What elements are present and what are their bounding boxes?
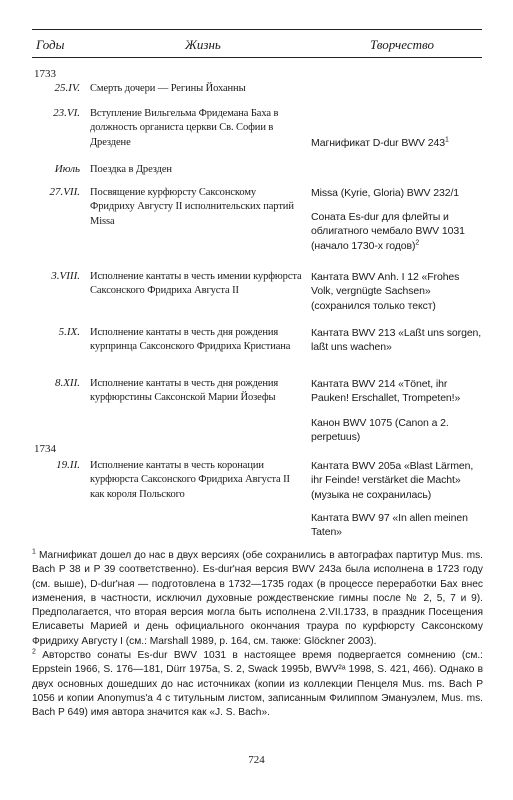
entry-date: 27.VII.: [49, 186, 80, 198]
entry-life: Исполнение кантаты в честь дня рождения курпринца Саксонского Фридриха Кристиана: [90, 327, 291, 353]
header-life: Жизнь: [185, 37, 221, 52]
entry-work: Кантата BWV 214 «Tönet, ihr Pauken! Erschallet, Trompeten!»: [311, 378, 461, 405]
entry-date: 23.VI.: [53, 107, 80, 119]
entry-life: Вступление Вильгельма Фридемана Баха в должность органиста церкви Св. Софии в Дрездене: [90, 108, 279, 148]
entry-work: Кантата BWV Anh. I 12 «Frohes Volk, vergnügte Sachsen» (сохранился только текст): [311, 271, 460, 312]
year-label: 1733: [34, 68, 56, 80]
entry-date: 5.IX.: [58, 326, 80, 338]
table-header: [32, 29, 482, 59]
entry-work: Магнификат D-dur BWV $243^1$: [311, 136, 449, 149]
footnote: $^2$ Авторство сонаты Es-dur BWV 1031 в настоящее время подвергается сомнению (см.: Eppstein 1966, S. 176—181, Dürr 1975a, S. 2, Swack 1995b, BWV²ᵃ 1998, S. 421, 466). Однако в двух основных дошедших до нас источниках (копии из коллекции Пенцеля Mus. ms. Bach P 1056 и копии Anonymus'a 4 с титульным листом, записанным Филиппом Эмануэлем, Mus. ms. Bach P 649) имя автора значится как «J. S. Bach».: [32, 648, 483, 719]
entry-date: 25.IV.: [54, 82, 80, 94]
header-works: Творчество: [370, 37, 434, 52]
entry-date: Июль: [54, 163, 80, 175]
entry-life: Смерть дочери — Регины Йоханны: [90, 83, 246, 94]
entry-work: Missa (Kyrie, Gloria) BWV 232/1: [311, 187, 460, 199]
header-bottom-rule: [32, 57, 482, 58]
entry-work: Кантата BWV 97 «In allen meinen Taten»: [311, 512, 468, 539]
header-top-rule: [32, 29, 482, 30]
entry-date: 19.II.: [56, 459, 80, 471]
entry-work: Соната Es-dur для флейты и облигатного чембало BWV 1031 (начало 1730-х годов)$^2$: [311, 211, 465, 252]
entry-life: Исполнение кантаты в честь дня рождения курфюрстины Саксонской Марии Йозефы: [90, 378, 279, 404]
footnotes: [32, 549, 483, 721]
entry-work: Канон BWV 1075 (Canon a 2. perpetuus): [311, 417, 449, 444]
entry-life: Исполнение кантаты в честь коронации курфюрста Саксонского Фридриха Августа II как короля Польского: [90, 460, 290, 500]
entry-date: 8.XII.: [54, 377, 80, 389]
entry-life: Поездка в Дрезден: [90, 164, 172, 175]
header-years: Годы: [36, 37, 65, 52]
entry-life: Исполнение кантаты в честь имении курфюрста Саксонского Фридриха Августа II: [90, 271, 302, 297]
entry-date: 3.VIII.: [51, 270, 80, 282]
entry-life: Посвящение курфюрсту Саксонскому Фридриху Августу II исполнительских партий Missa: [90, 187, 294, 227]
page-number: 724: [248, 754, 265, 766]
entry-work: Кантата BWV 205a «Blast Lärmen, ihr Feinde! verstärket die Macht» (музыка не сохранилась): [311, 460, 474, 501]
footnote: $^1$ Магнификат дошел до нас в двух версиях (обе сохранились в автографах партитур Mus. ms. Bach P 38 и P 39 соответственно). Es-dur'ная версия BWV 243a была исполнена в 1723 году (см. выше), D-dur'ная — подготовлена в 1732—1735 годах (в процессе переработки Бах внес изменения, в частности, исключил духовные рождественские гимны после № 2, 5, 7 и 9). Предполагается, что вторая версия могла быть исполнена 2.VII.1733, в праздник Посещения Елисаветы Марией и день официального окончания траура по курфюрсту Саксонскому Фридриху Августу I (см.: Marshall 1989, p. 164, см. также: Glöckner 2003).: [32, 548, 483, 647]
year-label: 1734: [34, 443, 56, 455]
entry-work: Кантата BWV 213 «Laßt uns sorgen, laßt uns wachen»: [311, 327, 482, 354]
